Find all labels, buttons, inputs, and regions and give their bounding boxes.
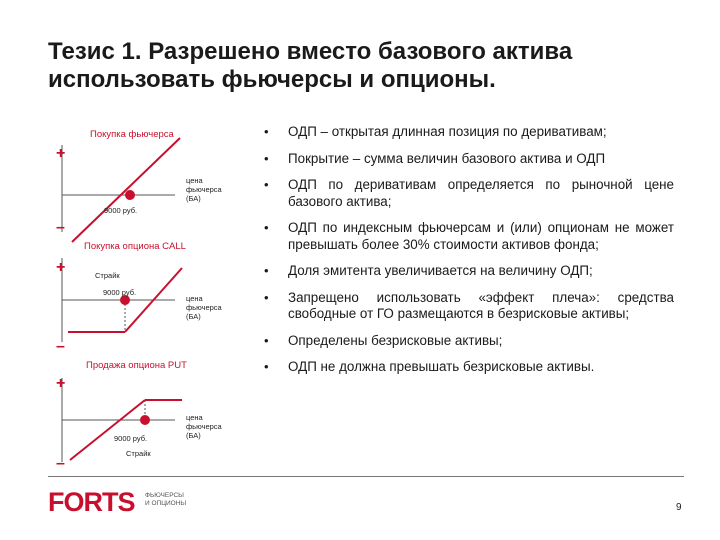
logo-tagline-line-1: ФЬЮЧЕРСЫ [145,492,184,499]
bullet-text: • Покрытие – сумма величин базового актива и ОДП [288,150,606,166]
bullet-text: • Доля эмитента увеличивается на величину ОДП; [288,263,593,278]
title-line-1: Тезис 1. Разрешено вместо базового актива [48,38,573,65]
put-title: Продажа опциона PUT [86,360,187,371]
bullet-item [264,359,674,376]
futures-title: Покупка фьючерса [90,129,174,140]
bullet-text: • ОДП по индексным фьючерсам и (или) опционам не может превышать более 30% стоимости активов фонда; [288,220,674,252]
bullet-item [264,220,674,253]
futures-price-point [125,190,135,200]
bullet-item [264,151,674,168]
futures-minus-sign: – [56,219,65,236]
bullet-item [264,177,674,210]
futures-payoff-line [72,138,180,242]
bullet-text: • ОДП по деривативам определяется по рыночной цене базового актива; [288,177,674,209]
bullet-text: • ОДП – открытая длинная позиция по деривативам; [288,124,607,139]
call-price-label: 9000 руб. [103,288,137,297]
title-line-2: использовать фьючерсы и опционы. [48,66,496,93]
call-plus-sign: + [56,259,66,276]
put-axis-note: цена фьючерса (БА) [186,413,222,440]
bullet-text: • ОДП не должна превышать безрисковые активы. [288,359,595,374]
footer-divider [48,476,684,477]
call-title: Покупка опциона CALL [84,241,186,252]
forts-logo-tagline [145,492,186,507]
call-strike-label: Страйк [95,271,120,280]
put-strike-label: Страйк [126,449,151,458]
put-strike-point [140,415,150,425]
call-minus-sign: – [56,338,65,355]
logo-tagline-line-2: И ОПЦИОНЫ [145,499,187,507]
bullet-item [264,290,674,323]
futures-price-label: 9000 руб. [104,206,138,215]
futures-axis-note: цена фьючерса (БА) [186,176,222,203]
bullet-item [264,263,674,280]
bullet-text: • Определены безрисковые активы; [288,332,503,348]
bullet-item [264,124,674,141]
bullet-text: • Запрещено использовать «эффект плеча»: средства свободные от ГО размещаются в безрисковые активы; [288,289,674,321]
futures-diagram [56,138,180,242]
page-number: 9 [676,502,682,513]
put-diagram [56,375,182,472]
forts-logo: FORTS [48,487,135,517]
call-axis-note: цена фьючерса (БА) [186,294,222,321]
put-minus-sign: – [56,455,65,472]
put-plus-sign: + [56,375,66,392]
bullet-item [264,333,674,350]
bullet-list [264,124,674,386]
futures-plus-sign: + [56,145,66,162]
put-price-label: 9000 руб. [114,434,148,443]
payoff-diagrams [0,0,260,480]
